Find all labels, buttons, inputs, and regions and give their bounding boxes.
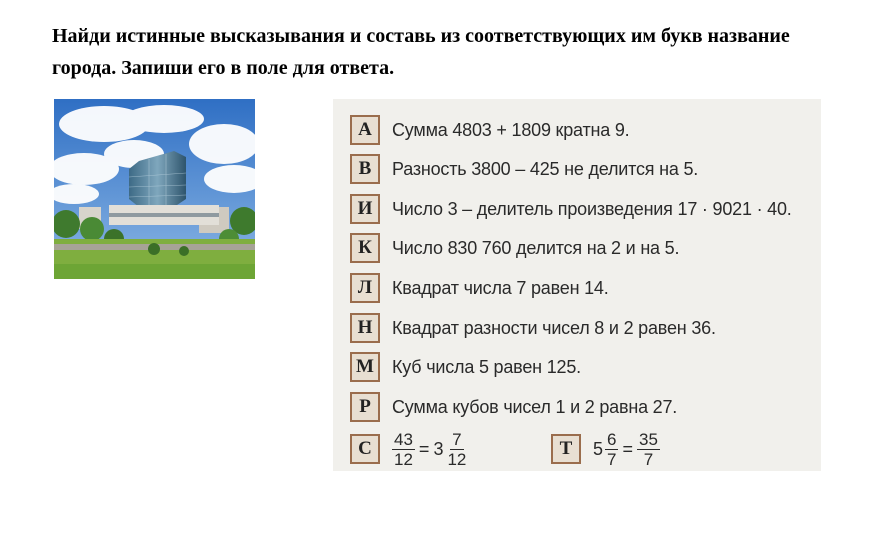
letter-box: И: [350, 194, 380, 224]
equals-sign: =: [622, 438, 633, 459]
whole-part: 5: [593, 438, 604, 459]
letter-box: К: [350, 233, 380, 263]
statement-row: [350, 152, 698, 186]
whole-part: 3: [433, 438, 444, 459]
letter-box: Т: [551, 434, 581, 464]
denominator: 12: [447, 449, 467, 469]
fraction: [445, 430, 468, 469]
fraction: [605, 430, 618, 469]
letter-box: А: [350, 115, 380, 145]
letter-box: Р: [350, 392, 380, 422]
statement-text: Число 830 760 делится на 2 и на 5.: [392, 237, 680, 258]
statement-text: Куб числа 5 равен 125.: [392, 356, 581, 377]
statement-row: [350, 192, 792, 226]
statement-text: Разность 3800 – 425 не делится на 5.: [392, 158, 699, 179]
fraction-statement-row: [551, 429, 660, 469]
fraction-statement-row: [350, 429, 468, 469]
statement-row: [350, 231, 679, 265]
denominator: 7: [643, 449, 654, 469]
statement-text: Квадрат числа 7 равен 14.: [392, 277, 609, 298]
letter-box: Л: [350, 273, 380, 303]
statement-row: [350, 271, 609, 305]
library-photo-icon: [54, 99, 255, 279]
statement-row: [350, 311, 716, 345]
letter-box: С: [350, 434, 380, 464]
letter-box: Н: [350, 313, 380, 343]
equals-sign: =: [418, 438, 430, 459]
letter-box: М: [350, 352, 380, 382]
statement-text: Квадрат разности чисел 8 и 2 равен 36.: [392, 317, 716, 338]
statement-row: [350, 113, 629, 147]
statement-text: Сумма кубов чисел 1 и 2 равна 27.: [392, 396, 678, 417]
statement-text: Сумма 4803 + 1809 кратна 9.: [392, 119, 630, 140]
numerator: 7: [452, 429, 462, 449]
fraction: [392, 430, 415, 469]
statement-row: [350, 350, 581, 384]
denominator: 12: [394, 449, 413, 469]
numerator: 35: [639, 429, 658, 449]
statements-panel: [333, 99, 821, 471]
numerator: 43: [394, 429, 413, 449]
denominator: 7: [607, 449, 617, 469]
library-building-photo: [54, 99, 255, 279]
statement-row: [350, 390, 677, 424]
letter-box: В: [350, 154, 380, 184]
fraction: [637, 430, 660, 469]
statement-text: Число 3 – делитель произведения 17 · 9021 · 40.: [392, 198, 792, 219]
task-instruction: Найди истинные высказывания и составь из соответствующих им букв название города. Запиши его в поле для ответа.: [52, 25, 790, 79]
numerator: 6: [607, 429, 617, 449]
